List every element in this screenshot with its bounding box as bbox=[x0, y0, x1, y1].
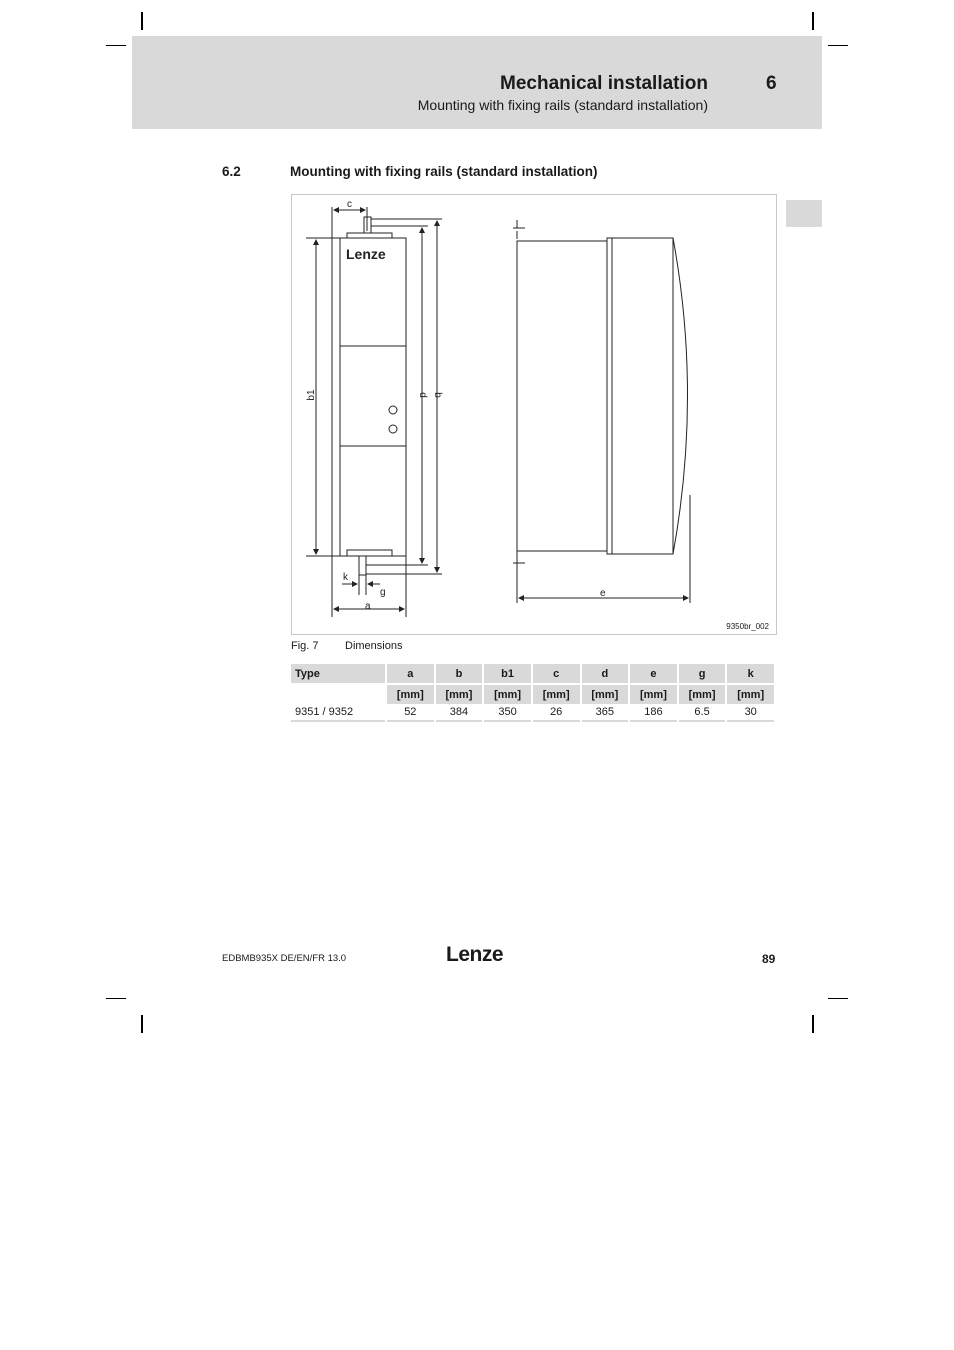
table-cell: 30 bbox=[727, 704, 774, 722]
table-header-cell: g bbox=[679, 664, 726, 683]
table-unit-cell: [mm] bbox=[679, 683, 726, 704]
section-number: 6.2 bbox=[222, 164, 241, 179]
dim-label-b1: b1 bbox=[306, 389, 317, 401]
table-header-cell: c bbox=[533, 664, 580, 683]
table-cell: 9351 / 9352 bbox=[291, 704, 385, 722]
table-header-cell: a bbox=[387, 664, 434, 683]
table-header-cell: b bbox=[436, 664, 483, 683]
chapter-number: 6 bbox=[766, 73, 777, 94]
dim-label-k: k bbox=[343, 572, 348, 583]
table-header-cell: d bbox=[582, 664, 629, 683]
table-unit-cell: [mm] bbox=[387, 683, 434, 704]
table-unit-cell: [mm] bbox=[630, 683, 677, 704]
table-cell: 186 bbox=[630, 704, 677, 722]
figure-image-id: 9350br_002 bbox=[726, 622, 769, 631]
table-cell: 350 bbox=[484, 704, 531, 722]
table-header-cell: Type bbox=[291, 664, 385, 683]
table-unit-cell: [mm] bbox=[582, 683, 629, 704]
table-cell: 26 bbox=[533, 704, 580, 722]
table-header-row bbox=[291, 664, 774, 683]
crop-mark bbox=[828, 45, 848, 46]
dim-label-c: c bbox=[347, 199, 352, 210]
table-cell: 6.5 bbox=[679, 704, 726, 722]
header-band bbox=[132, 36, 822, 129]
crop-mark bbox=[106, 45, 126, 46]
table-unit-cell: [mm] bbox=[727, 683, 774, 704]
table-cell: 52 bbox=[387, 704, 434, 722]
dim-label-d: d bbox=[417, 392, 428, 398]
dimension-figure bbox=[291, 194, 777, 635]
table-header-cell: b1 bbox=[484, 664, 531, 683]
crop-mark bbox=[812, 12, 814, 30]
led-indicator bbox=[389, 425, 397, 433]
figure-caption: Dimensions bbox=[345, 640, 403, 652]
table-unit-cell: [mm] bbox=[484, 683, 531, 704]
dim-label-a: a bbox=[365, 601, 371, 612]
led-indicator bbox=[389, 406, 397, 414]
table-unit-cell bbox=[291, 683, 385, 704]
table-unit-cell: [mm] bbox=[533, 683, 580, 704]
crop-mark bbox=[106, 998, 126, 999]
page-number: 89 bbox=[762, 952, 776, 966]
table-row bbox=[291, 704, 774, 722]
table-units-row bbox=[291, 683, 774, 704]
crop-mark bbox=[812, 1015, 814, 1033]
table-unit-cell: [mm] bbox=[436, 683, 483, 704]
footer-doc-code: EDBMB935X DE/EN/FR 13.0 bbox=[222, 953, 347, 964]
crop-mark bbox=[141, 1015, 143, 1033]
dimension-drawing bbox=[292, 195, 778, 636]
device-logo: Lenze bbox=[346, 246, 386, 262]
footer-logo: Lenze bbox=[446, 943, 504, 966]
crop-mark bbox=[141, 12, 143, 30]
table-cell: 365 bbox=[582, 704, 629, 722]
dim-label-e: e bbox=[600, 588, 606, 599]
table-header-cell: e bbox=[630, 664, 677, 683]
side-view-body bbox=[517, 241, 607, 551]
table-header-cell: k bbox=[727, 664, 774, 683]
crop-mark bbox=[828, 998, 848, 999]
dim-label-b: b bbox=[432, 392, 443, 398]
side-view-cover bbox=[607, 238, 673, 554]
table-cell: 384 bbox=[436, 704, 483, 722]
dim-label-g: g bbox=[380, 587, 386, 598]
chapter-subtitle: Mounting with fixing rails (standard installation) bbox=[417, 97, 708, 113]
dimensions-table bbox=[289, 664, 776, 722]
figure-label: Fig. 7 bbox=[291, 640, 319, 652]
chapter-title: Mechanical installation bbox=[500, 73, 708, 94]
section-title: Mounting with fixing rails (standard installation) bbox=[290, 164, 598, 179]
chapter-side-tab bbox=[786, 200, 822, 227]
front-view-body bbox=[332, 238, 406, 556]
